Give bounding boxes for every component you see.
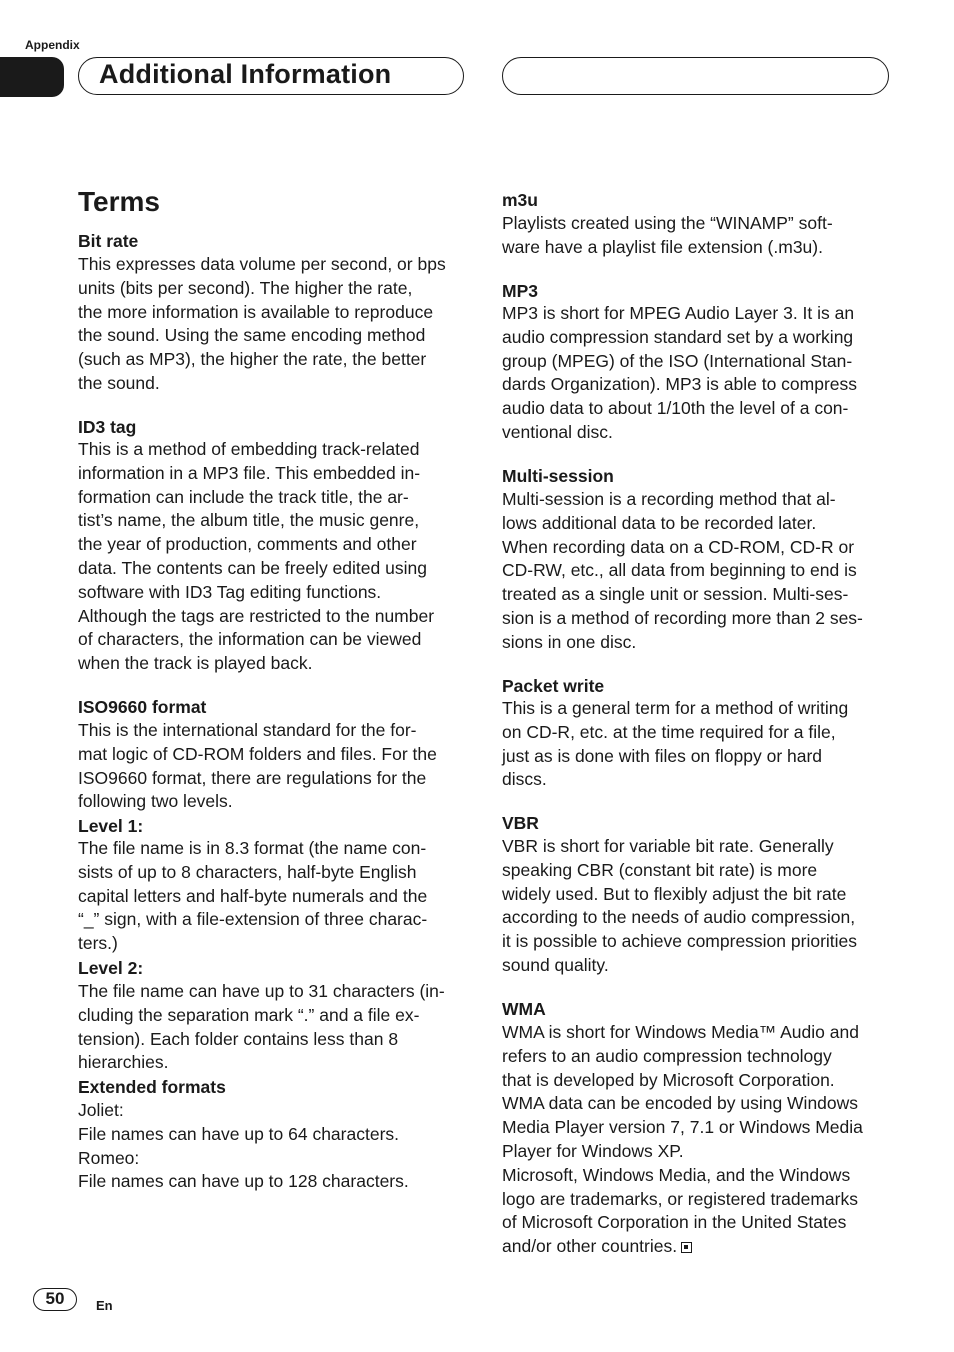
definition-level-1: The file name is in 8.3 format (the name con- sists of up to 8 characters, half-byte English capital letters and half-byte numerals and the “_” sign, with a file-extension of three charac- ters.) (78, 838, 428, 954)
term-vbr: VBR (502, 813, 539, 833)
definition-wma: WMA is short for Windows Media™ Audio and refers to an audio compression technology that is developed by Microsoft Corporation. WMA data can be encoded by using Windows Media Player version 7, 7.1 or Windows Media Player for Windows XP. Microsoft, Windows Media, and the Windows logo are trademarks, or registered trademarks of Microsoft Corporation in the United States and/or other countries. (502, 1022, 863, 1257)
header-empty-box (502, 57, 889, 95)
stop-square-icon (681, 1242, 692, 1253)
definition-packet-write: This is a general term for a method of writing on CD-R, etc. at the time required for a file, just as is done with files on floppy or hard discs. (502, 698, 849, 790)
term-level-2: Level 2: (78, 958, 144, 978)
header-title: Additional Information (99, 59, 392, 89)
header-title-box (78, 57, 464, 95)
definition-id3-tag: This is a method of embedding track-related information in a MP3 file. This embedded in- formation can include the track title, the ar- tist’s name, the album title, the music genre, the year of production, comments and other data. The contents can be freely edited using software with ID3 Tag editing functions. Although the tags are restricted to the number of characters, the information can be viewed when the track is played back. (78, 439, 435, 674)
term-packet-write: Packet write (502, 676, 605, 696)
term-mp3: MP3 (502, 281, 538, 301)
term-extended-formats: Extended formats (78, 1077, 226, 1097)
page-heading: Terms (78, 186, 160, 217)
page-number: 50 (33, 1288, 77, 1311)
definition-extended-formats: Joliet: File names can have up to 64 characters. Romeo: File names can have up to 128 characters. (78, 1100, 409, 1192)
definition-wma-block (502, 1021, 894, 1259)
definition-iso9660: This is the international standard for the for- mat logic of CD-ROM folders and files. For the ISO9660 format, there are regulations for the following two levels. (78, 720, 437, 812)
language-code: En (96, 1298, 113, 1313)
definition-vbr: VBR is short for variable bit rate. Generally speaking CBR (constant bit rate) is more widely used. But to flexibly adjust the bit rate according to the needs of audio compression, it is possible to achieve compression priorities sound quality. (502, 836, 858, 975)
term-multi-session: Multi-session (502, 466, 614, 486)
term-m3u: m3u (502, 190, 538, 210)
section-label: Appendix (25, 38, 80, 52)
term-bit-rate: Bit rate (78, 231, 139, 251)
term-iso9660: ISO9660 format (78, 697, 207, 717)
term-level-1: Level 1: (78, 816, 144, 836)
definition-level-2: The file name can have up to 31 characters (in- cluding the separation mark “.” and a file ex- tension). Each folder contains less than 8 hierarchies. (78, 981, 445, 1073)
section-tab-marker (0, 57, 64, 97)
definition-bit-rate: This expresses data volume per second, or bps units (bits per second). The higher the rate, the more information is available to reproduce the sound. Using the same encoding method (such as MP3), the higher the rate, the better the sound. (78, 254, 446, 393)
term-id3-tag: ID3 tag (78, 417, 137, 437)
term-wma: WMA (502, 999, 546, 1019)
definition-mp3: MP3 is short for MPEG Audio Layer 3. It is an audio compression standard set by a working group (MPEG) of the ISO (International Stan- dards Organization). MP3 is able to compress audio data to about 1/10th the level of a con- ventional disc. (502, 303, 858, 442)
definition-multi-session: Multi-session is a recording method that al- lows additional data to be recorded later. When recording data on a CD-ROM, CD-R or CD-RW, etc., all data from beginning to end is treated as a single unit or session. Multi-ses- sion is a method of recording more than 2 ses- sions in one disc. (502, 489, 863, 652)
definition-m3u: Playlists created using the “WINAMP” soft- ware have a playlist file extension (.m3u). (502, 213, 833, 257)
